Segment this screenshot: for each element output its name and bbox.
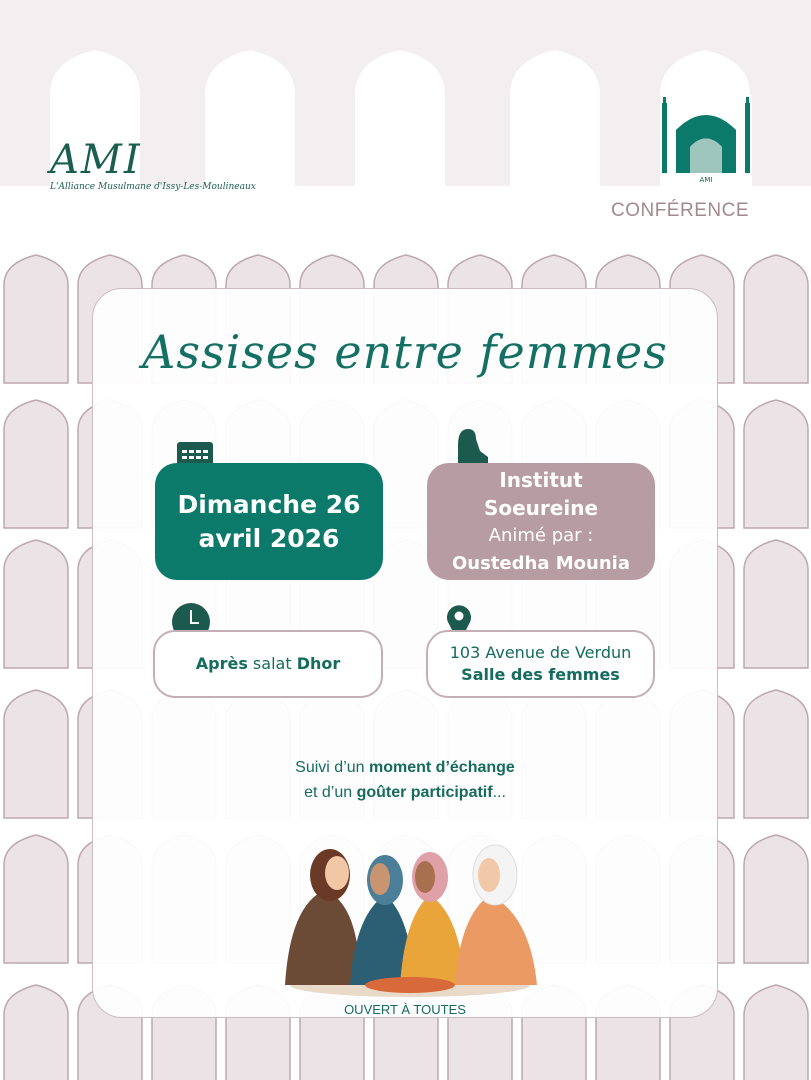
org-line2: Soeureine xyxy=(483,495,599,520)
follow-pre1: Suivi d’un xyxy=(295,759,369,776)
open-to-all-label: OUVERT À TOUTES xyxy=(344,1002,466,1017)
org-line1: Institut xyxy=(499,467,583,492)
arch-tile xyxy=(744,835,808,963)
arch-tile xyxy=(744,690,808,818)
address-line2: Salle des femmes xyxy=(461,665,620,684)
woman-silhouette-icon xyxy=(450,425,490,465)
arch-tile xyxy=(744,540,808,668)
svg-text:AMI: AMI xyxy=(699,176,713,184)
date-line2: avril 2026 xyxy=(198,523,340,553)
address-line1: 103 Avenue de Verdun xyxy=(449,643,632,662)
women-illustration xyxy=(275,835,545,1000)
top-arch xyxy=(355,50,445,186)
arch-tile xyxy=(744,400,808,528)
follow-bold1: moment d’échange xyxy=(369,759,515,776)
address-box xyxy=(426,630,655,698)
ami-logo-left xyxy=(50,138,270,192)
logo-mark: AMI xyxy=(50,137,142,183)
follow-end: ... xyxy=(492,784,506,801)
mosque-logo xyxy=(660,95,752,187)
arch-tile xyxy=(744,255,808,383)
follow-pre2: et d’un xyxy=(304,784,357,801)
arch-tile xyxy=(4,400,68,528)
time-box xyxy=(153,630,383,698)
arch-tile xyxy=(4,540,68,668)
arch-tile xyxy=(4,255,68,383)
arch-tile xyxy=(4,835,68,963)
date-box xyxy=(155,463,383,580)
time-bold2: Dhor xyxy=(296,654,341,673)
date-line1: Dimanche 26 xyxy=(177,489,361,519)
arch-tile xyxy=(744,985,808,1080)
arch-tile xyxy=(4,985,68,1080)
category-label: CONFÉRENCE xyxy=(610,200,749,221)
logo-subtitle: L'Alliance Musulmane d'Issy-Les-Moulineaux xyxy=(50,182,256,192)
follow-text xyxy=(92,755,718,805)
follow-bold2: goûter participatif xyxy=(356,784,493,801)
mosque-icon xyxy=(660,95,752,187)
arch-tile xyxy=(4,690,68,818)
speaker-box xyxy=(427,463,655,580)
time-mid: salat xyxy=(247,654,297,673)
top-arch xyxy=(510,50,600,186)
host-label: Animé par : xyxy=(488,524,594,546)
time-bold1: Après xyxy=(195,654,248,673)
host-name: Oustedha Mounia xyxy=(452,552,630,574)
event-title: Assises entre femmes xyxy=(142,325,668,379)
